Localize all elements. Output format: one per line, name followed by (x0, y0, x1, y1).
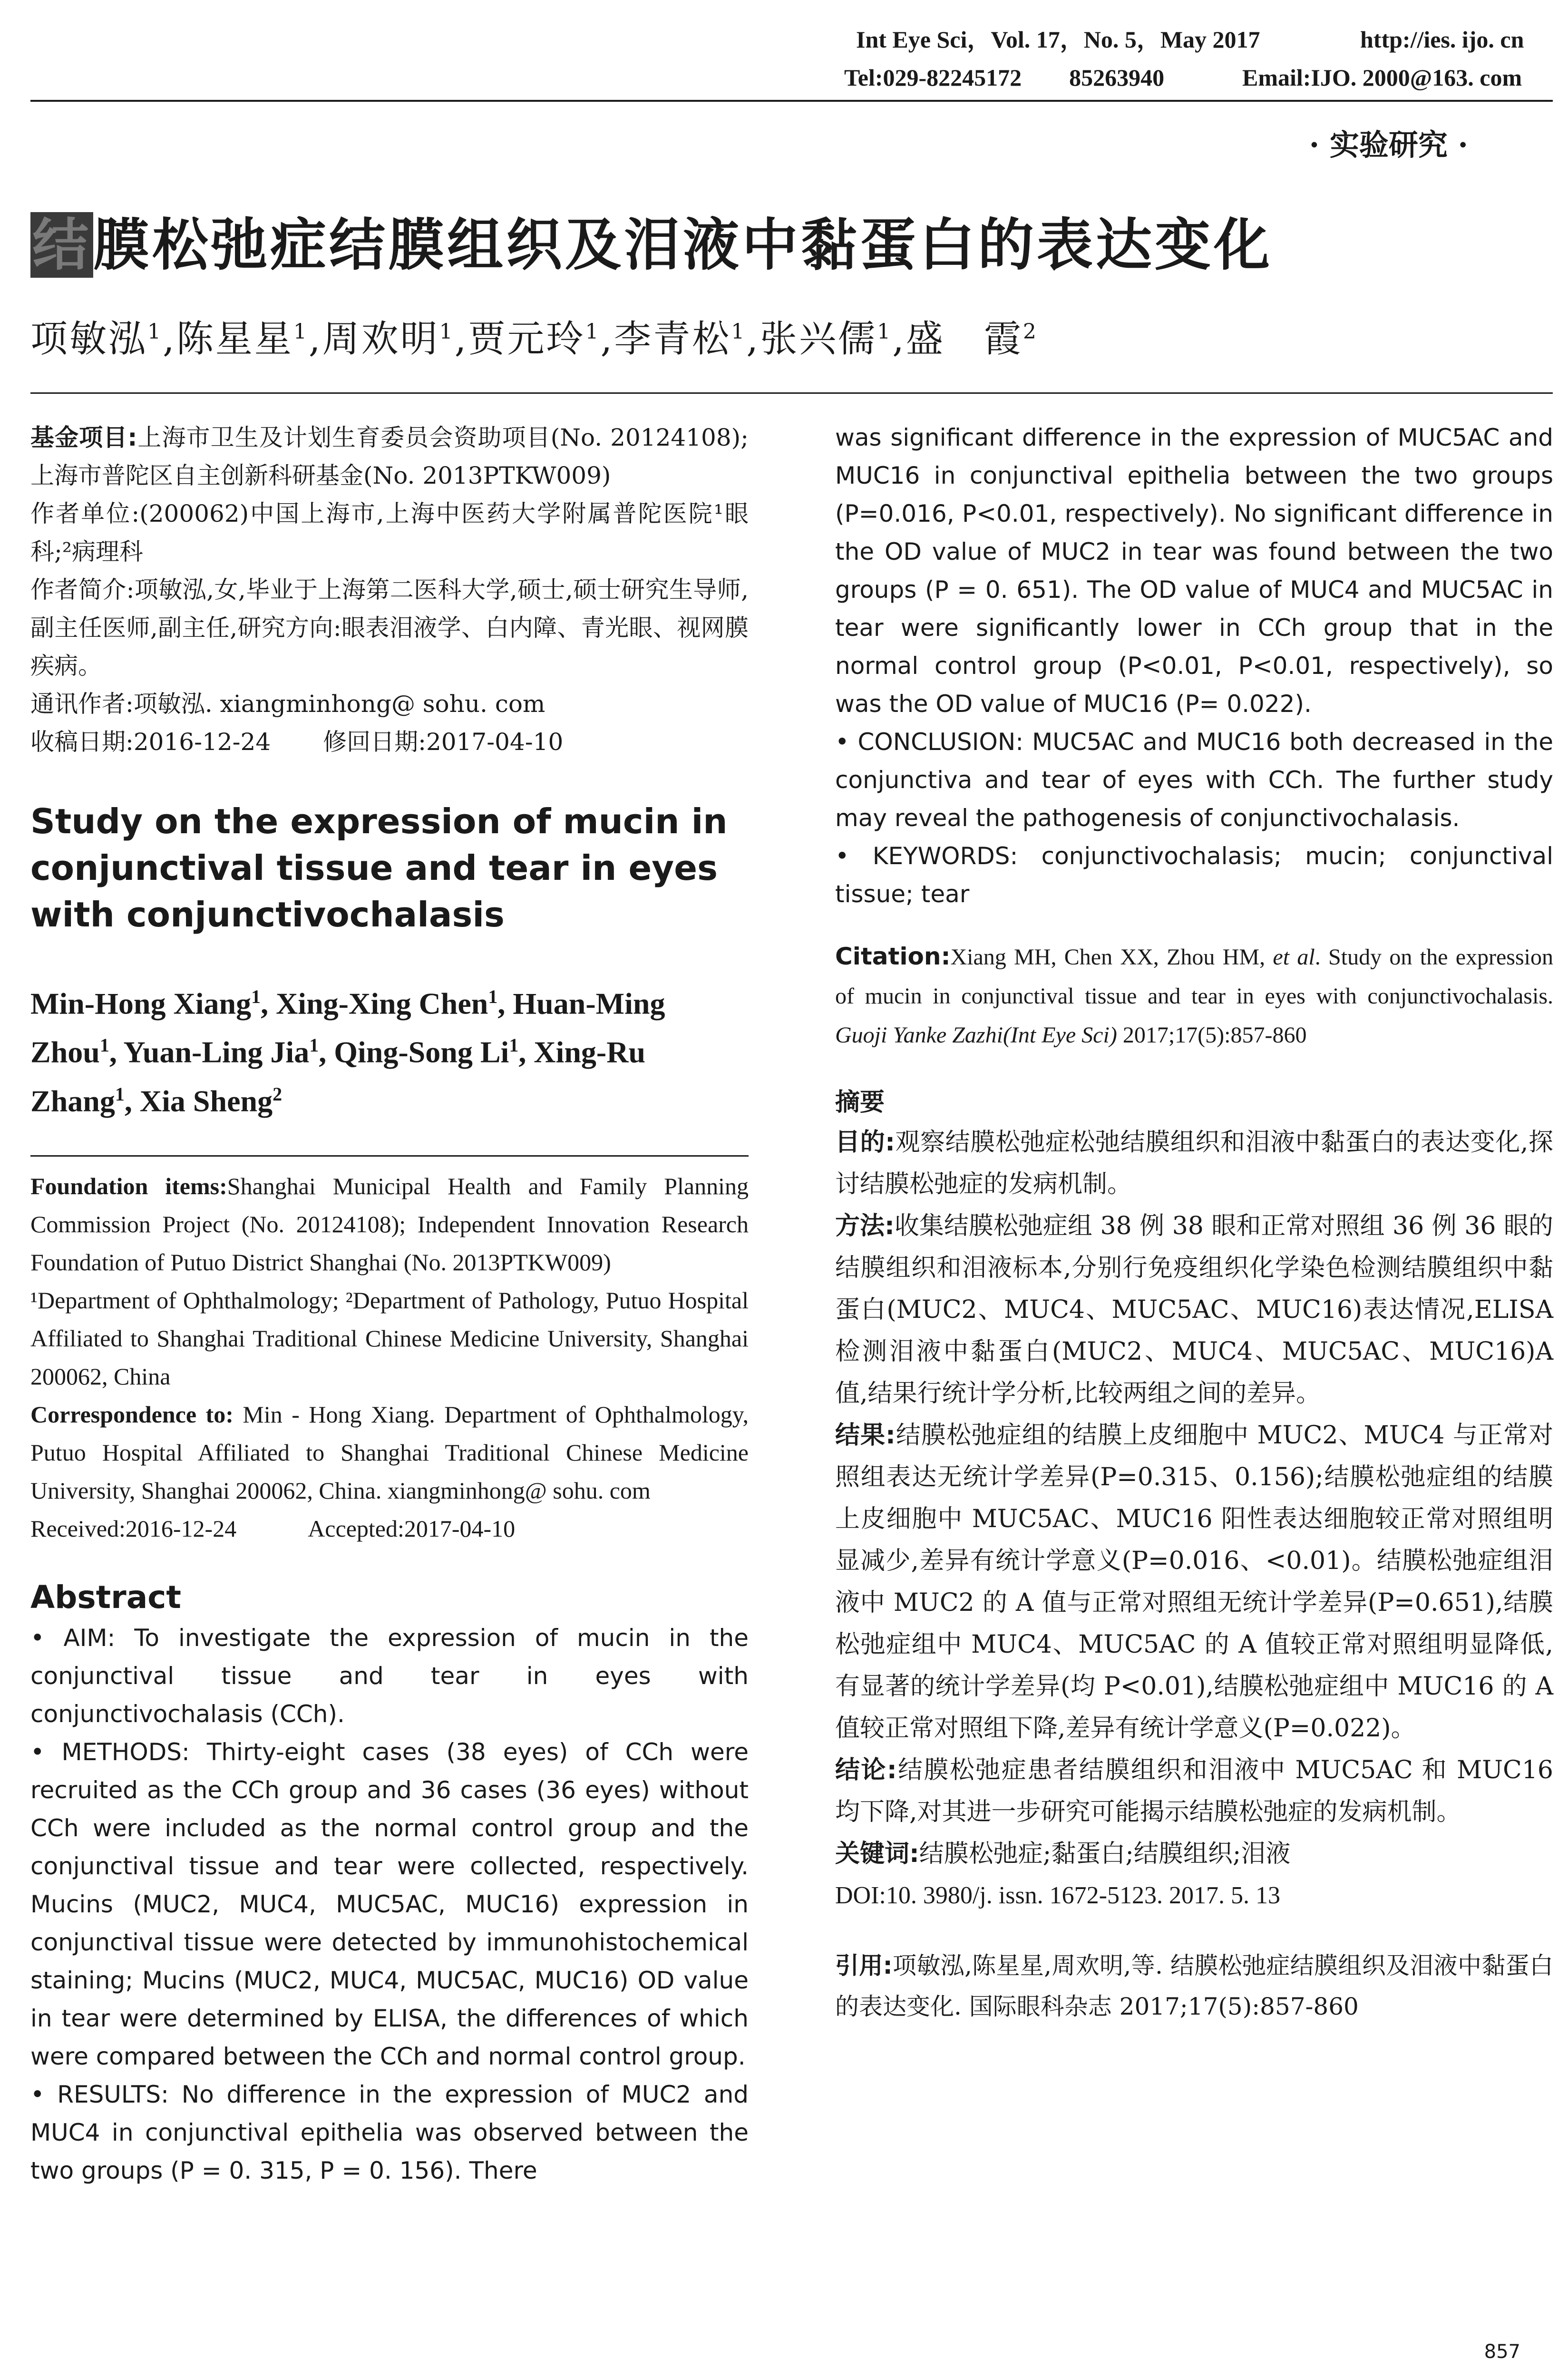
author-en: Min-Hong Xiang (30, 986, 252, 1021)
author-en-affiliation: 1 (509, 1034, 519, 1056)
header-rule (30, 100, 1553, 102)
author-cn-affiliation: 1 (731, 320, 747, 344)
author-cn-affiliation: 1 (877, 320, 893, 344)
jielun-label: 结论: (835, 1756, 897, 1784)
bio-text: 项敏泓,女,毕业于上海第二医科大学,硕士,硕士研究生导师,副主任医师,副主任,研究方向:眼表泪液学、白内障、青光眼、视网膜疾病。 (30, 576, 749, 680)
correspondence-label: Correspondence to: (30, 1401, 234, 1428)
english-authors: Min-Hong Xiang$^1$, Xing-Xing Chen$^1$, Huan-Ming Zhou$^1$, Yuan-Ling Jia$^1$, Qing-Song Li$^1$, Xing-Ru Zhang$^1$, Xia Sheng$^2$ (30, 986, 665, 1118)
author-en-affiliation: 1 (115, 1083, 125, 1105)
keywords-cn-text: 结膜松弛症;黏蛋白;结膜组织;泪液 (919, 1840, 1291, 1868)
author-cn: 周欢明 (322, 318, 439, 360)
abstract-methods: • METHODS: Thirty-eight cases (38 eyes) of CCh were recruited as the CCh group and 36 cases (36 eyes) without CCh were included as the normal control group and the conjunctival tissue and tear were collected, respectively. Mucins (MUC2, MUC4, MUC5AC, MUC16) expression in conjunctival tissue were detected by immunohistochemical staining; Mucins (MUC2, MUC4, MUC5AC, MUC16) OD value in tear were determined by ELISA, the differences of which were compared between the CCh and normal control group. (30, 1738, 749, 2070)
author-cn: 贾元玲 (468, 318, 585, 360)
foundation-label: Foundation items: (30, 1172, 227, 1199)
abstract-left (30, 1619, 749, 2190)
received-en: Received:2016-12-24 Accepted:2017-04-10 (30, 1515, 516, 1542)
received-label: 收稿日期: (30, 728, 134, 756)
yinyong-label: 引用: (835, 1952, 893, 1979)
author-en: Xing-Ru Zhang (30, 1035, 646, 1118)
citation-cn (835, 1945, 1553, 2027)
received-date: 2016-12-24 (133, 728, 271, 756)
abstract-conclusion: • CONCLUSION: MUC5AC and MUC16 both decreased in the conjunctiva and tear of eyes with CCh. The further study may reveal the pathogenesis of conjunctivochalasis. (835, 728, 1553, 832)
citation-en (835, 937, 1553, 1055)
bio-label: 作者简介: (30, 576, 135, 604)
fund-text: 上海市卫生及计划生育委员会资助项目(No. 20124108);上海市普陀区自主创新科研基金(No. 2013PTKW009) (30, 424, 749, 489)
keywords-cn-label: 关键词: (835, 1840, 919, 1868)
author-cn: 李青松 (614, 318, 731, 360)
author-en-affiliation: 1 (251, 986, 261, 1007)
corr-text[interactable]: 项敏泓. xiangminhong@ sohu. com (133, 690, 545, 718)
author-cn-affiliation: 1 (147, 320, 163, 344)
article-info-cn (30, 419, 749, 761)
abstract-right (835, 419, 1553, 913)
section-tag: · 实验研究 · (1309, 127, 1468, 162)
journal-email[interactable]: Email:IJO. 2000@163. com (1242, 64, 1522, 91)
title-rest: 膜松弛症结膜组织及泪液中黏蛋白的表达变化 (93, 212, 1273, 278)
journal-tel: Tel:029-82245172 85263940 (844, 64, 1165, 91)
author-en-affiliation: 1 (488, 986, 498, 1007)
citation-etal: et al (1273, 945, 1315, 970)
author-cn: 张兴儒 (760, 318, 877, 360)
fund-label: 基金项目: (30, 424, 137, 451)
page-number: 857 (1484, 2341, 1520, 2363)
corr-label: 通讯作者: (30, 690, 134, 718)
author-en-affiliation: 1 (309, 1034, 319, 1056)
right-column (835, 419, 1553, 2027)
abstract-aim: • AIM: To investigate the expression of mucin in the conjunctival tissue and tear in eyes with conjunctivochalasis (CCh). (30, 1624, 749, 1728)
jieguo-label: 结果: (835, 1421, 896, 1450)
abstract-results-start: • RESULTS: No difference in the expression of MUC2 and MUC4 in conjunctival epithelia was observed between the two groups (P = 0. 315, P = 0. 156). There (30, 2080, 749, 2184)
left-column (30, 419, 749, 2190)
author-en-affiliation: 2 (273, 1083, 282, 1105)
abstract-results-cont: was significant difference in the expression of MUC5AC and MUC16 in conjunctival epithelia between the two groups (P=0.016, P<0.01, respectively). No significant difference in the OD value of MUC2 in tear was found between the two groups (P = 0. 651). The OD value of MUC4 and MUC5AC in tear were significantly lower in CCh group that in the normal control group (P<0.01, P<0.01, respectively), so was the OD value of MUC16 (P= 0.022). (835, 424, 1553, 718)
abstract-cn (835, 1121, 1553, 1917)
author-cn-affiliation: 2 (1023, 320, 1038, 344)
author-en: Huan-Ming Zhou (30, 986, 665, 1069)
doi[interactable]: DOI:10. 3980/j. issn. 1672-5123. 2017. 5. 13 (835, 1882, 1280, 1909)
authors-cn: 项敏泓$^1$,陈星星$^1$,周欢明$^1$,贾元玲$^1$,李青松$^1$,张兴儒$^1$,盛 霞$^2$ (30, 318, 1038, 360)
abstract-keywords: • KEYWORDS: conjunctivochalasis; mucin; conjunctival tissue; tear (835, 842, 1553, 908)
author-cn: 陈星星 (176, 318, 293, 360)
article-title (30, 200, 1273, 281)
journal-header: Int Eye Sci，Vol. 17，No. 5，May 2017 (856, 26, 1260, 53)
author-en: Xing-Xing Chen (276, 986, 488, 1021)
foundation-text: Shanghai Municipal Health and Family Planning Commission Project (No. 20124108); Independent Innovation Research Foundation of Putuo District Shanghai (No. 2013PTKW009) (30, 1172, 749, 1276)
author-cn-affiliation: 1 (585, 320, 601, 344)
fangfa-label: 方法: (835, 1212, 895, 1240)
foundation-block (30, 1167, 749, 1548)
mudi-text: 观察结膜松弛症松弛结膜组织和泪液中黏蛋白的表达变化,探讨结膜松弛症的发病机制。 (835, 1128, 1554, 1198)
revised-label: 修回日期: (323, 728, 426, 756)
citation-label: Citation: (835, 943, 951, 970)
unit-label: 作者单位: (30, 500, 140, 527)
author-cn-affiliation: 1 (439, 320, 455, 344)
author-en: Qing-Song Li (334, 1035, 509, 1069)
author-en: Xia Sheng (139, 1083, 273, 1118)
yinyong-text: 项敏泓,陈星星,周欢明,等. 结膜松弛症结膜组织及泪液中黏蛋白的表达变化. 国际眼科杂志 2017;17(5):857-860 (835, 1952, 1553, 2020)
english-title: Study on the expression of mucin in conjunctival tissue and tear in eyes with conjunctivochalasis (30, 801, 728, 935)
zhaiyao-heading: 摘要 (835, 1088, 885, 1117)
author-cn: 项敏泓 (30, 318, 148, 360)
mudi-label: 目的: (835, 1128, 895, 1157)
citation-volume: 2017;17(5):857-860 (1117, 1023, 1307, 1048)
journal-url[interactable]: http://ies. ijo. cn (1360, 26, 1524, 53)
fangfa-text: 收集结膜松弛症组 38 例 38 眼和正常对照组 36 例 36 眼的结膜组织和泪液标本,分别行免疫组织化学染色检测结膜组织中黏蛋白(MUC2、MUC4、MUC5AC、MUC16)表达情况,ELISA 检测泪液中黏蛋白(MUC2、MUC4、MUC5AC、MUC16)A 值,结果行统计学分析,比较两组之间的差异。 (835, 1212, 1553, 1408)
unit-text: (200062)中国上海市,上海中医药大学附属普陀医院¹眼科;²病理科 (30, 500, 749, 565)
abstract-heading: Abstract (30, 1578, 181, 1616)
citation-journal: Guoji Yanke Zazhi(Int Eye Sci) (835, 1023, 1117, 1048)
citation-title: . Study on the expression of mucin in conjunctival tissue and tear in eyes with conjunctivochalasis. (835, 945, 1553, 1009)
english-rule (30, 1155, 749, 1157)
dept-text: ¹Department of Ophthalmology; ²Department of Pathology, Putuo Hospital Affiliated to Shanghai Traditional Chinese Medicine University, Shanghai 200062, China (30, 1286, 749, 1390)
citation-authors: Xiang MH, Chen XX, Zhou HM, (950, 945, 1273, 970)
correspondence-text: Min - Hong Xiang. Department of Ophthalmology, Putuo Hospital Affiliated to Shanghai Traditional Chinese Medicine University, Shanghai 200062, China. xiangminhong@ sohu. com (30, 1401, 749, 1504)
author-cn-affiliation: 1 (293, 320, 309, 344)
author-en: Yuan-Ling Jia (123, 1035, 310, 1069)
author-cn: 盛 霞 (906, 318, 1023, 360)
title-first-char: 结 (30, 212, 93, 278)
jielun-text: 结膜松弛症患者结膜组织和泪液中 MUC5AC 和 MUC16 均下降,对其进一步研究可能揭示结膜松弛症的发病机制。 (835, 1756, 1553, 1826)
author-en-affiliation: 1 (99, 1034, 109, 1056)
authors-rule (30, 392, 1553, 394)
revised-date: 2017-04-10 (426, 728, 564, 756)
jieguo-text: 结膜松弛症组的结膜上皮细胞中 MUC2、MUC4 与正常对照组表达无统计学差异(P=0.315、0.156);结膜松弛症组的结膜上皮细胞中 MUC5AC、MUC16 阳性表达细胞较正常对照组明显减少,差异有统计学意义(P=0.016、<0.01)。结膜松弛症组泪液中 MUC2 的 A 值与正常对照组无统计学差异(P=0.651),结膜松弛症组中 MUC4、MUC5AC 的 A 值较正常对照组明显降低,有显著的统计学差异(均 P<0.01),结膜松弛症组中 MUC16 的 A 值较正常对照组下降,差异有统计学意义(P=0.022)。 (835, 1421, 1553, 1743)
